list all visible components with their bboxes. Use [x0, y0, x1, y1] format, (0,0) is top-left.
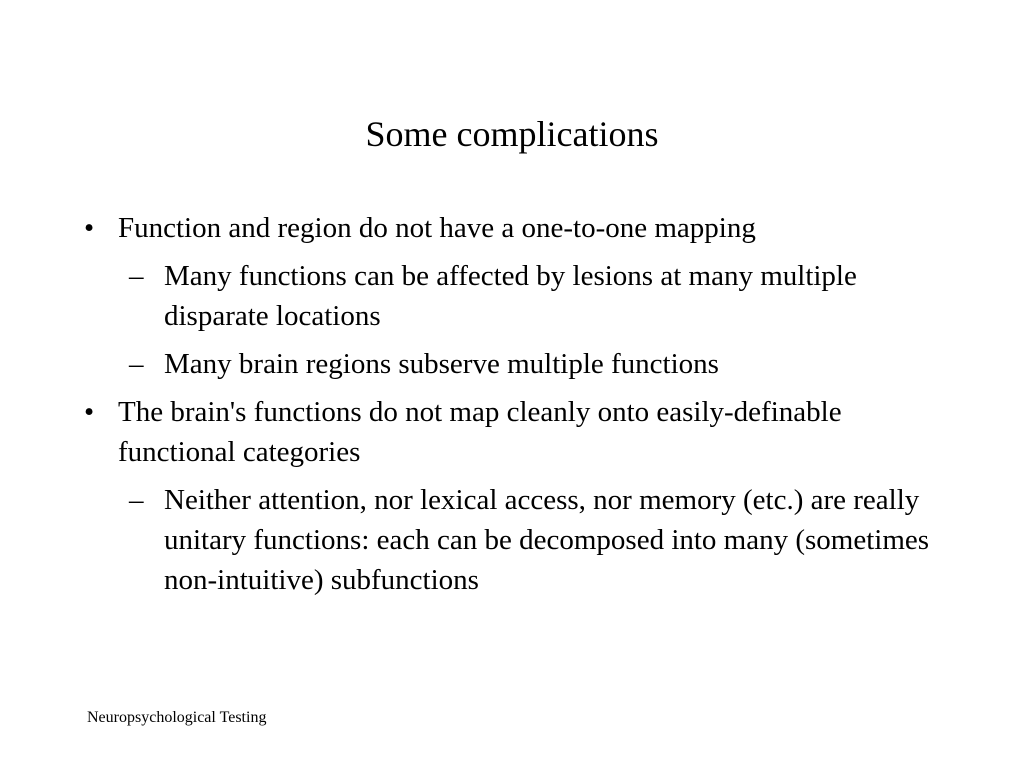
sub-bullet-text: Many functions can be affected by lesions at many multiple disparate locations	[164, 260, 857, 332]
bullet-item	[80, 208, 940, 248]
dash-marker: –	[129, 260, 144, 292]
sub-bullet-text: Many brain regions subserve multiple functions	[164, 348, 719, 380]
bullet-text: Function and region do not have a one-to-one mapping	[118, 212, 756, 244]
dash-marker: –	[129, 484, 144, 516]
bullet-marker: •	[84, 212, 95, 244]
bullet-list	[80, 208, 940, 600]
sub-bullet-item	[80, 480, 940, 600]
bullet-text: The brain's functions do not map cleanly onto easily-definable functional categories	[118, 396, 842, 468]
slide-title: Some complications	[365, 114, 659, 154]
slide-footer: Neuropsychological Testing	[87, 709, 267, 726]
dash-marker: –	[129, 348, 144, 380]
bullet-item	[80, 392, 940, 472]
sub-bullet-item	[80, 344, 940, 384]
sub-bullet-text: Neither attention, nor lexical access, nor memory (etc.) are really unitary functions: each can be decomposed into many (sometimes non-intuitive) subfunctions	[164, 484, 930, 596]
sub-bullet-item	[80, 256, 940, 336]
bullet-marker: •	[84, 396, 95, 428]
